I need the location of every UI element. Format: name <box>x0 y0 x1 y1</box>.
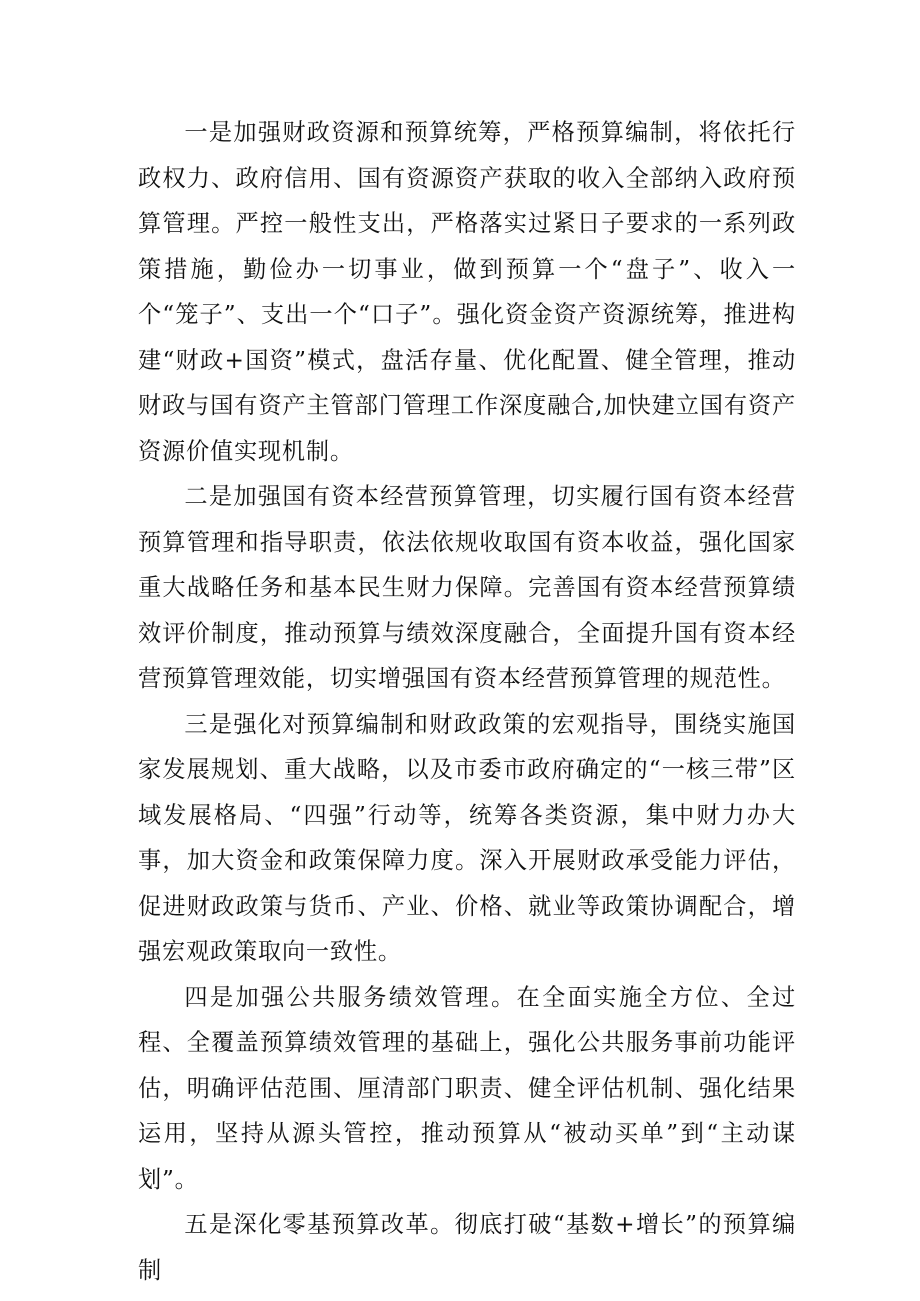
paragraph-2: 二是加强国有资本经营预算管理，切实履行国有资本经营预算管理和指导职责，依法依规收取国有资本收益，强化国家重大战略任务和基本民生财力保障。完善国有资本经营预算绩效评价制度，推动预算与绩效深度融合，全面提升国有资本经营预算管理效能，切实增强国有资本经营预算管理的规范性。 <box>138 483 796 692</box>
paragraph-3: 三是强化对预算编制和财政政策的宏观指导，围绕实施国家发展规划、重大战略，以及市委市政府确定的“一核三带”区域发展格局、“四强”行动等，统筹各类资源，集中财力办大事，加大资金和政策保障力度。深入开展财政承受能力评估，促进财政政策与货币、产业、价格、就业等政策协调配合，增强宏观政策取向一致性。 <box>138 710 796 965</box>
paragraph-1: 一是加强财政资源和预算统筹，严格预算编制，将依托行政权力、政府信用、国有资源资产获取的收入全部纳入政府预算管理。严控一般性支出，严格落实过紧日子要求的一系列政策措施，勤俭办一切事业，做到预算一个“盘子”、收入一个“笼子”、支出一个“口子”。强化资金资产资源统筹，推进构建“财政+国资”模式，盘活存量、优化配置、健全管理，推动财政与国有资产主管部门管理工作深度融合,加快建立国有资产资源价值实现机制。 <box>138 119 796 465</box>
document-body <box>138 110 796 1293</box>
paragraph-5: 五是深化零基预算改革。彻底打破“基数+增长”的预算编制 <box>138 1211 796 1284</box>
paragraph-4: 四是加强公共服务绩效管理。在全面实施全方位、全过程、全覆盖预算绩效管理的基础上，强化公共服务事前功能评估，明确评估范围、厘清部门职责、健全评估机制、强化结果运用，坚持从源头管控，推动预算从“被动买单”到“主动谋划”。 <box>138 983 796 1193</box>
